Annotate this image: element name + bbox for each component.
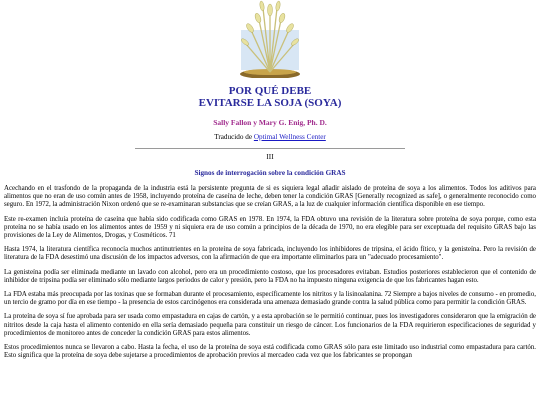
translation-credit-prefix: Traducido de	[214, 133, 254, 141]
soy-sprouts-illustration	[237, 0, 303, 78]
body-paragraph: La genisteína podía ser eliminada mediante un lavado con alcohol, pero era un procedimiento costoso, que los procesadores evitaban. Estudios posteriores establecieron que el contenido de inhibidor de tripsina podía ser eliminado sólo mediante largos periodos de calor y presión, pero la FDA no ha impuesto ninguna exigencia de que los fabricantes hagan esto.	[4, 268, 536, 284]
body-paragraph: La FDA estaba más preocupada por las toxinas que se formaban durante el procesamiento, específicamente los nitritos y la lisinoalanina. 72 Siempre a bajos niveles de consumo - en promedio, un tercio de gramo por día en ese tiempo - la presencia de estos carcinógenos era considerada una amenaza demasiado grande contra la salud pública como para permitir la condición GRAS.	[4, 291, 536, 307]
body-paragraph: La proteína de soya sí fue aprobada para ser usada como empastadura en cajas de cartón, y a esta aprobación se le permitió continuar, pues los investigadores consideraron que la emigración de nitritos desde la caja hasta el alimento contenido en ella sería demasiado pequeña para constituir un riesgo de cáncer. Los funcionarios de la FDA requirieron especificaciones de seguridad y procedimientos de monitoreo antes de conceder la condición GRAS para estos alimentos.	[4, 313, 536, 337]
translation-credit	[0, 133, 540, 141]
page-title-line-1: POR QUÉ DEBE	[228, 85, 312, 97]
section-number: III	[266, 153, 274, 161]
body-paragraph: Este re-examen incluía proteína de caseína que había sido codificada como GRAS en 1978. En 1974, la FDA obtuvo una revisión de la literatura sobre proteína de soya porque, como esta proteína no se había usado en los alimentos antes de 1959 y ni siquiera era de uso común a principios de la década de 1970, no era elegible para ser exceptuada del requisito GRAS bajo las provisiones de la Ley de Alimentos, Drogas, y Cosméticos. 71	[4, 215, 536, 240]
authors-byline: Sally Fallon y Mary G. Enig, Ph. D.	[213, 118, 327, 127]
optimal-wellness-center-link[interactable]: Optimal Wellness Center	[253, 133, 326, 141]
page-title-line-2: EVITARSE LA SOJA (SOYA)	[198, 97, 342, 109]
body-paragraph: Hasta 1974, la literatura científica reconocía muchos antinutrientes en la proteína de soya fabricada, incluyendo los inhibidores de tripsina, el ácido fítico, y la genisteína. Pero la revisión de literatura de la FDA desestimó una discusión de los impactos adversos, con la afirmación de que era importante eliminarlos para un "adecuado procesamiento".	[4, 246, 536, 262]
body-paragraph: Estos procedimientos nunca se llevaron a cabo. Hasta la fecha, el uso de la proteína de soya está codificada como GRAS sólo para este limitado uso industrial como empastadura para cartón. Esto significa que la proteína de soya debe sujetarse a procedimientos de aprobación previos al mercadeo cada vez que los fabricantes se propongan	[4, 344, 536, 360]
article-body	[4, 185, 536, 366]
body-paragraph: Acechando en el trasfondo de la propaganda de la industria está la persistente pregunta de si es siquiera legal añadir aislado de proteína de soya a los alimentos. Todos los aditivos para alimentos que no eran de uso común antes de 1958, incluyendo proteína de caseína de leche, deben tener la condición GRAS [Generally recognized as safe], o generalmente reconocido como seguro. En 1972, la administración Nixon ordenó que se re-examinaran substancias que se creían GRAS, a la luz de cualquier información científica disponible en ese tiempo.	[4, 185, 536, 209]
section-heading: Signos de interrogación sobre la condición GRAS	[194, 169, 346, 177]
horizontal-divider	[135, 148, 405, 149]
